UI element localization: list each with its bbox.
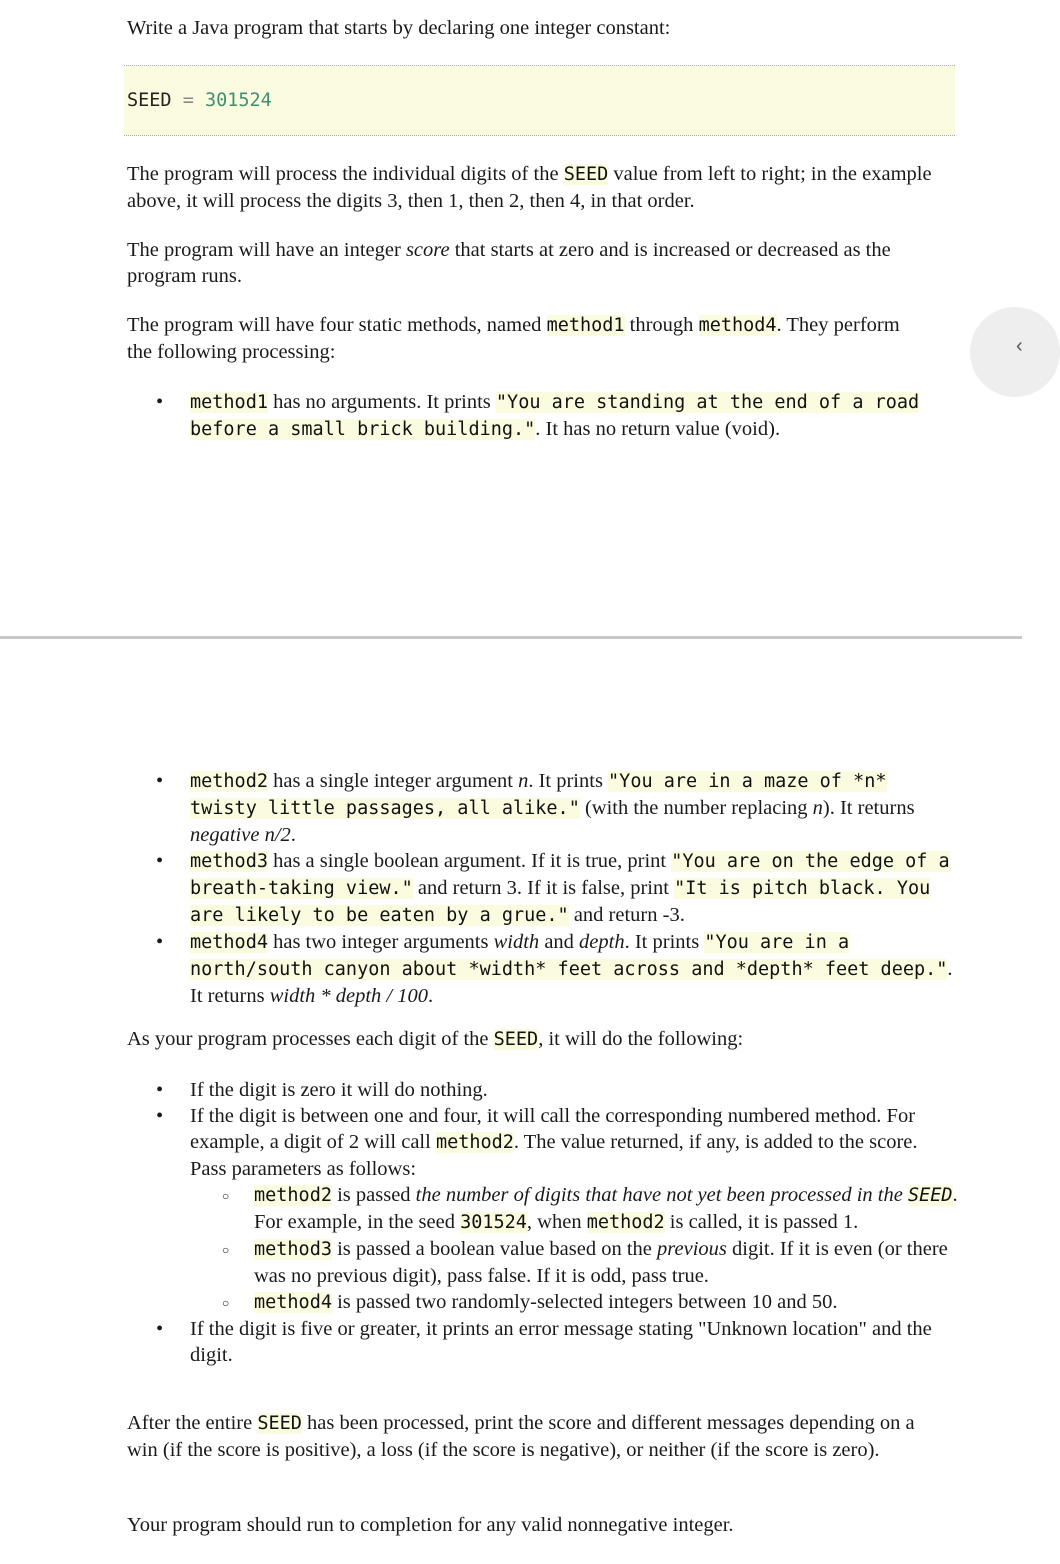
- seed-value: 301524: [204, 90, 272, 111]
- para-digits: The program will process the individual digits of the SEED value from left to right; in the example above, it will process the digits 3, then 1, then 2, then 4, in that order.: [127, 163, 932, 212]
- method4-output-string: "You are in a north/south canyon about *width* feet across and *depth* feet deep.": [190, 932, 948, 980]
- para-score: The program will have an integer score that starts at zero and is increased or decreased as the program runs.: [127, 239, 891, 287]
- method3-true-string: "You are on the edge of a breath-taking view.": [190, 851, 950, 899]
- rule-zero: • If the digit is zero it will do nothing.: [0, 1077, 1022, 1103]
- method-list-part1: [0, 389, 1022, 443]
- para-final: Your program should run to completion for any valid nonnegative integer.: [127, 1514, 734, 1536]
- list-item-method4: • method4 has two integer arguments width and depth. It prints "You are in a north/south canyon about *width* feet across and *depth* feet deep.". It returns width * depth / 100.: [0, 929, 1022, 1009]
- rule-one-to-four: • If the digit is between one and four, it will call the corresponding numbered method. For example, a digit of 2 will call method2. The value returned, if any, is added to the score. Pass parameters as follows: ○ method2 is passed the number of digits that have not yet been processed in the SEED. For example, in the seed 301524, when method2 is called, it is passed 1. ○ method3 is passed a boolean value based on the previous digit. If it is even (or there was no previous digit), pass false. If it is odd, pass true. ○ method4 is passed two randomly-selected integers between 10 and 50.: [0, 1103, 1022, 1316]
- score-term: score: [405, 239, 450, 261]
- seed-code-block: [124, 65, 955, 136]
- sub-method2: ○ method2 is passed the number of digits that have not yet been processed in the SEED. For example, in the seed 301524, when method2 is called, it is passed 1.: [0, 1182, 1022, 1236]
- rule-five-plus: • If the digit is five or greater, it prints an error message stating "Unknown location" and the digit.: [0, 1316, 1022, 1368]
- seed-inline-code: SEED: [563, 164, 609, 185]
- chevron-left-icon: ‹: [1016, 335, 1023, 357]
- method2-output-string: "You are in a maze of *n* twisty little passages, all alike.": [190, 771, 887, 819]
- seed-declaration: [127, 88, 272, 114]
- sub-method4: ○ method4 is passed two randomly-selected integers between 10 and 50.: [0, 1289, 1022, 1316]
- page-divider: [0, 636, 1022, 639]
- list-item-method2: • method2 has a single integer argument n. It prints "You are in a maze of *n* twisty little passages, all alike." (with the number replacing n). It returns negative n/2.: [0, 768, 1022, 848]
- para-after: After the entire SEED has been processed, print the score and different messages depending on a win (if the score is positive), a loss (if the score is negative), or neither (if the score is zero).: [127, 1412, 915, 1461]
- method-list-part2: [0, 768, 1022, 1009]
- intro-text: Write a Java program that starts by declaring one integer constant:: [127, 17, 671, 39]
- equals-sign: =: [182, 90, 194, 111]
- side-panel-toggle[interactable]: [970, 307, 1060, 397]
- method3-false-string: "It is pitch black. You are likely to be eaten by a grue.": [190, 878, 931, 926]
- seed-name: SEED: [127, 90, 172, 111]
- list-item-method1: • method1 has no arguments. It prints "You are standing at the end of a road before a small brick building.". It has no return value (void).: [0, 389, 1022, 443]
- method4-inline-code: method4: [698, 315, 777, 336]
- param-sublist: [0, 1182, 1022, 1316]
- para-methods: The program will have four static methods, named method1 through method4. They perform the following processing:: [127, 314, 900, 363]
- para-process: As your program processes each digit of the SEED, it will do the following:: [127, 1028, 744, 1050]
- method1-output-string: "You are standing at the end of a road before a small brick building.": [190, 392, 920, 440]
- sub-method3: ○ method3 is passed a boolean value based on the previous digit. If it is even (or there was no previous digit), pass false. If it is odd, pass true.: [0, 1236, 1022, 1289]
- list-item-method3: • method3 has a single boolean argument. If it is true, print "You are on the edge of a breath-taking view." and return 3. If it is false, print "It is pitch black. You are likely to be eaten by a grue." and return -3.: [0, 848, 1022, 929]
- method1-inline-code: method1: [546, 315, 625, 336]
- rules-list: [0, 1077, 1022, 1368]
